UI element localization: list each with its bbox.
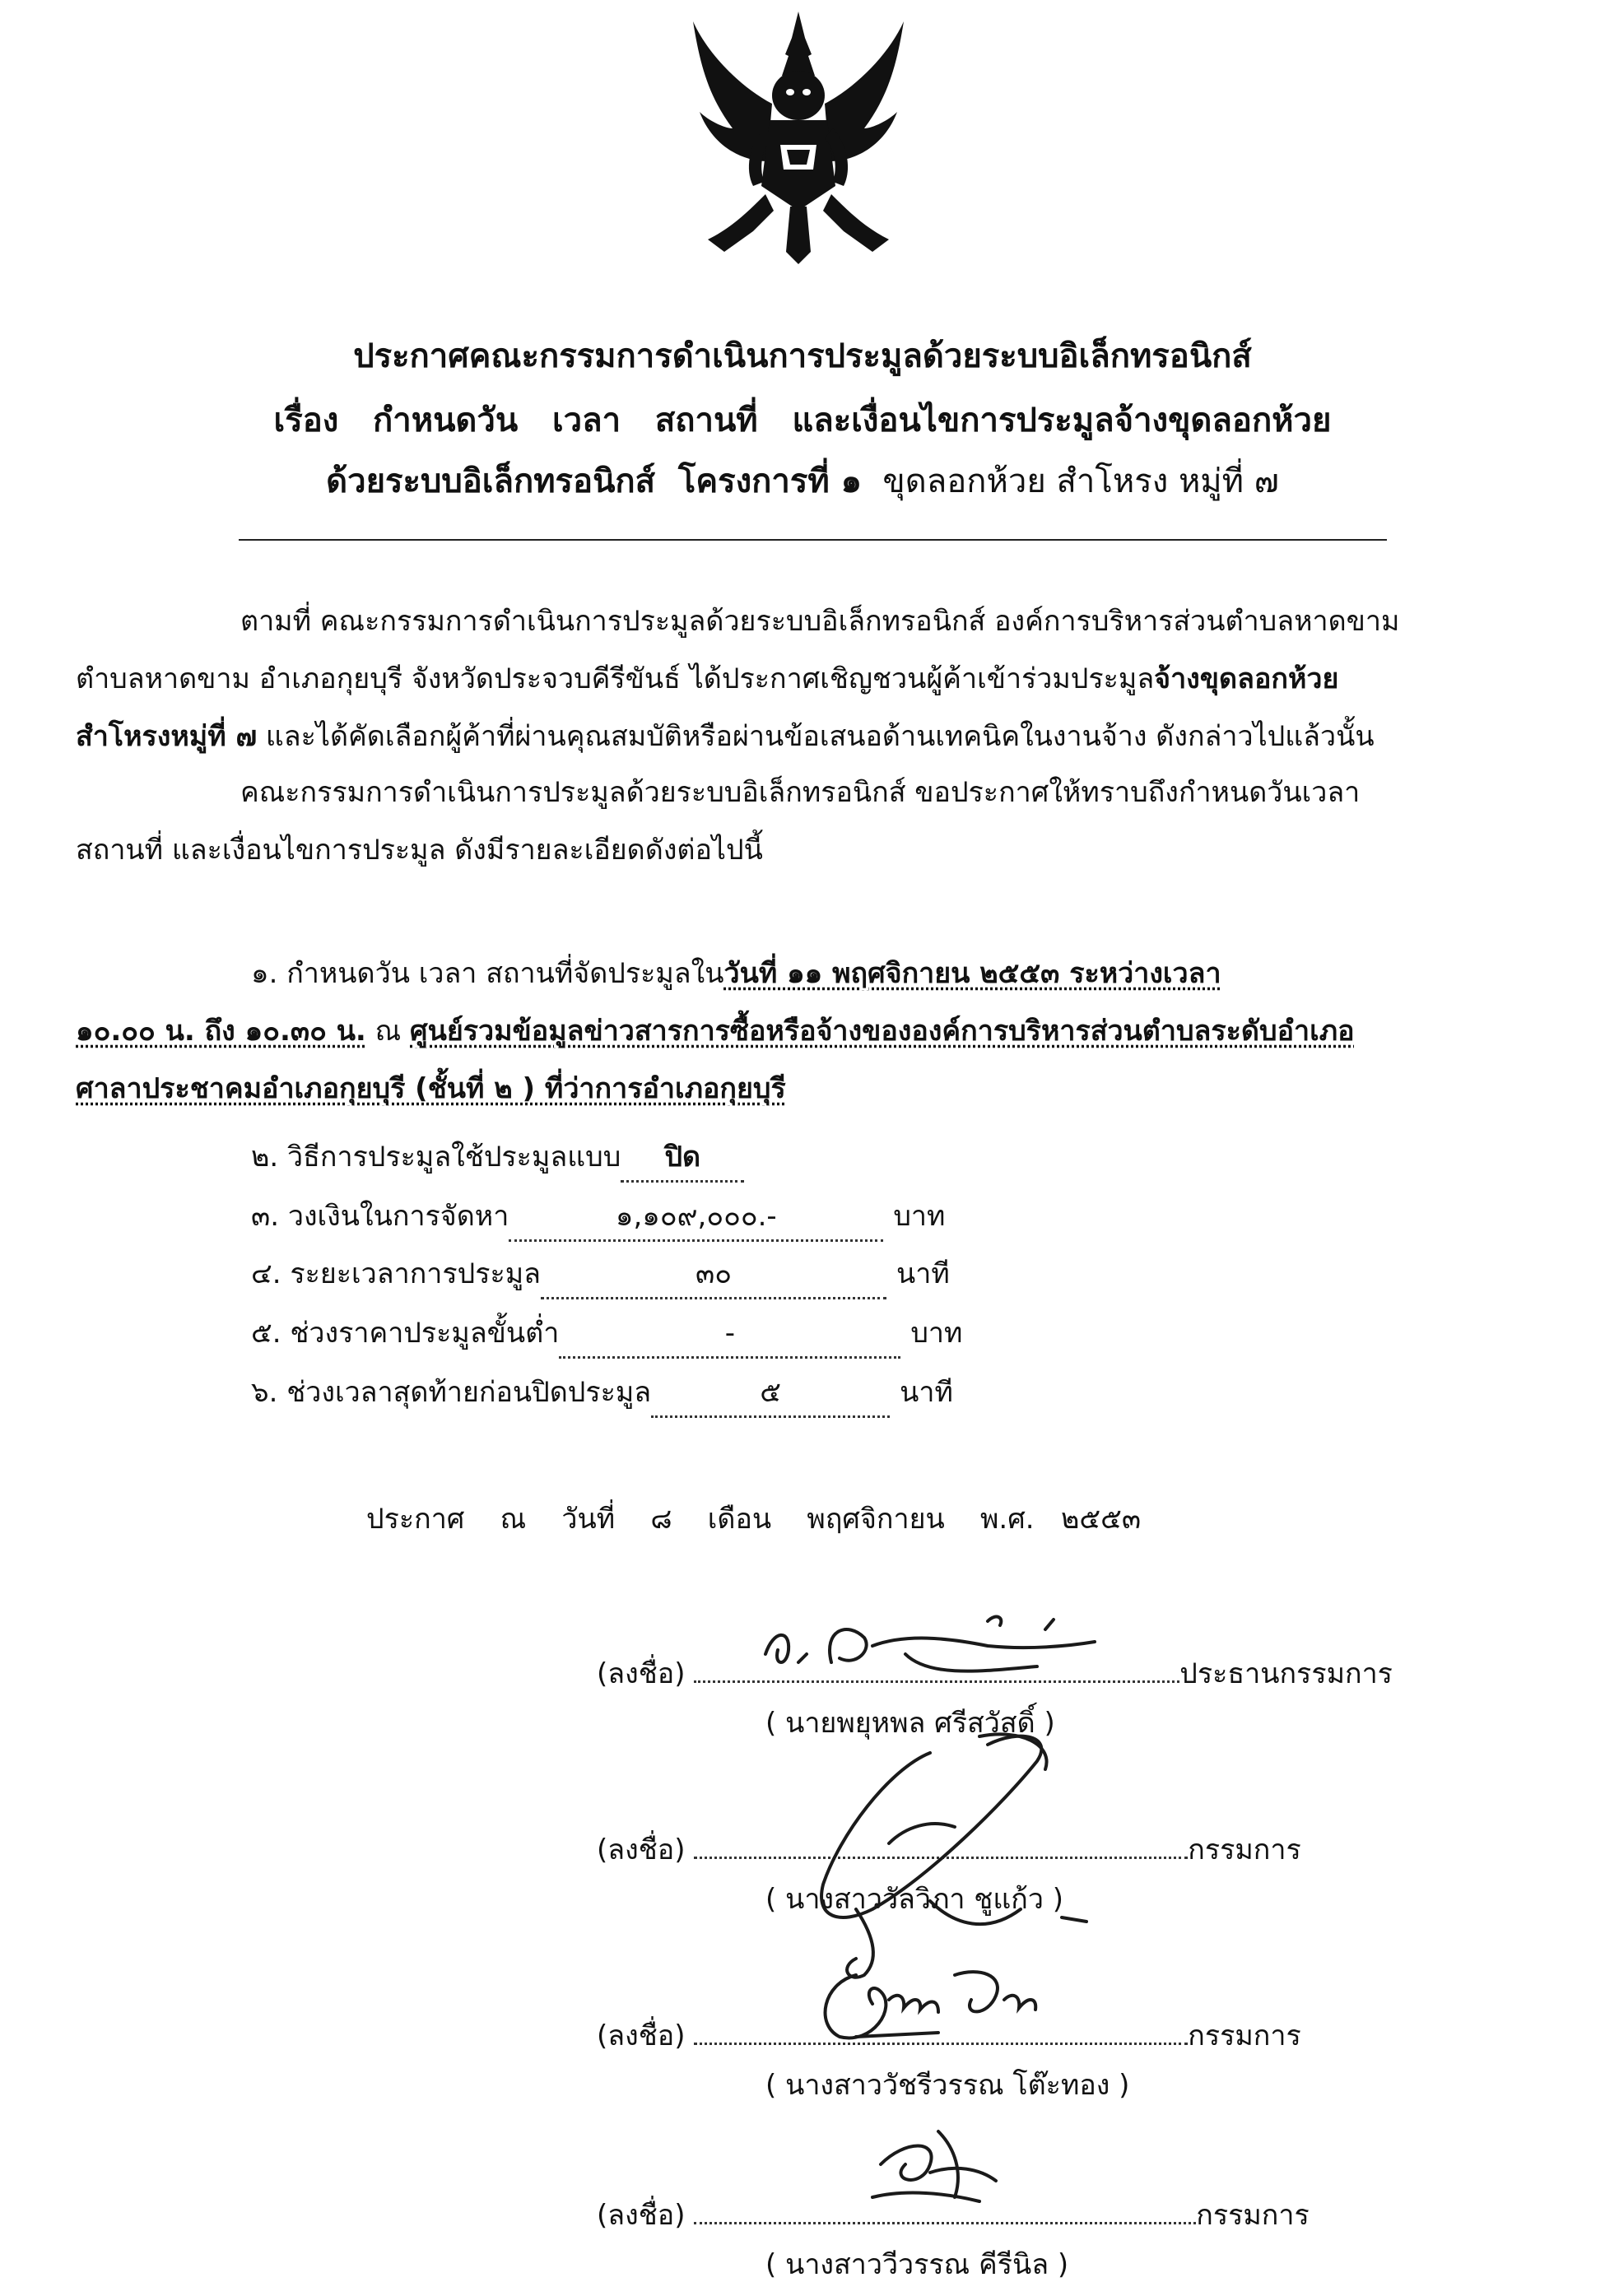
field-duration-value: ๓๐ xyxy=(541,1251,886,1299)
auction-venue: ศูนย์รวมข้อมูลข่าวสารการซื้อหรือจ้างขององค์การบริหารส่วนตำบลระดับอำเภอ xyxy=(410,1015,1355,1048)
garuda-emblem xyxy=(675,5,922,277)
paragraph-intro-line-2 xyxy=(76,650,1605,708)
signature-role: กรรมการ xyxy=(1188,2019,1301,2052)
signer-name-member-2: ( นางสาววัชรีวรรณ โต๊ะทอง ) xyxy=(765,2069,1130,2102)
paragraph-intro-line-3 xyxy=(76,708,1605,765)
project-name-part-2: สำโหรงหมู่ที่ ๗ xyxy=(76,720,258,753)
paragraph-announce-line-1: คณะกรรมการดำเนินการประมูลด้วยระบบอิเล็กทรอนิกส์ ขอประกาศให้ทราบถึงกำหนดวันเวลา xyxy=(240,776,1361,809)
handwritten-signature-member-2 xyxy=(807,1959,1103,2049)
field-final-period-value: ๕ xyxy=(651,1369,890,1418)
field-min-range xyxy=(251,1310,962,1356)
field-budget-label: ๓. วงเงินในการจัดหา xyxy=(251,1200,509,1233)
auction-location: ศาลาประชาคมอำเภอกุยบุรี (ชั้นที่ ๒ ) ที่ว่าการอำเภอกุยบุรี xyxy=(76,1072,786,1105)
title-line-1: ประกาศคณะกรรมการดำเนินการประมูลด้วยระบบอิเล็กทรอนิกส์ xyxy=(353,337,1252,375)
field-duration-label: ๔. ระยะเวลาการประมูล xyxy=(251,1257,541,1290)
field-duration xyxy=(251,1251,950,1297)
signature-role: กรรมการ xyxy=(1196,2199,1310,2232)
field-final-period-unit: นาที xyxy=(900,1376,953,1409)
title-line-3-bold: ด้วยระบบอิเล็กทรอนิกส์ โครงการที่ ๑ xyxy=(326,462,862,500)
item-schedule-line-2 xyxy=(76,1002,1355,1060)
paragraph-announce xyxy=(76,764,1605,879)
item-schedule-line-1 xyxy=(76,945,1355,1002)
field-budget xyxy=(251,1193,945,1239)
auction-time: ๑๐.๐๐ น. ถึง ๑๐.๓๐ น. xyxy=(76,1015,366,1048)
signature-role: ประธานกรรมการ xyxy=(1179,1657,1393,1690)
signer-name-chair: ( นายพยุหพล ศรีสวัสดิ์ ) xyxy=(765,1707,1055,1740)
item-schedule-at: ณ xyxy=(365,1015,411,1048)
field-final-period-label: ๖. ช่วงเวลาสุดท้ายก่อนปิดประมูล xyxy=(251,1376,652,1409)
item-schedule-prefix: ๑. กำหนดวัน เวลา สถานที่จัดประมูลใน xyxy=(251,957,724,990)
signer-name-member-3: ( นางสาววีวรรณ คีรีนิล ) xyxy=(765,2248,1069,2281)
field-budget-value: ๑,๑๐๙,๐๐๐.- xyxy=(509,1193,883,1242)
paragraph-intro-line-1: ตามที่ คณะกรรมการดำเนินการประมูลด้วยระบบอิเล็กทรอนิกส์ องค์การบริหารส่วนตำบลหาดขาม xyxy=(240,605,1400,638)
title-line-3 xyxy=(0,454,1605,507)
handwritten-signature-member-3 xyxy=(856,2123,1021,2214)
title-line-2: เรื่อง กำหนดวัน เวลา สถานที่ และเงื่อนไขการประมูลจ้างขุดลอกห้วย xyxy=(273,402,1332,439)
field-min-range-unit: บาท xyxy=(910,1317,963,1350)
field-min-range-value: - xyxy=(559,1310,900,1359)
paragraph-intro xyxy=(76,593,1605,765)
signature-prefix: (ลงชื่อ) xyxy=(597,2019,686,2052)
auction-date: วันที่ ๑๑ พฤศจิกายน ๒๕๕๓ ระหว่างเวลา xyxy=(723,957,1221,990)
paragraph-announce-line-2: สถานที่ และเงื่อนไขการประมูล ดังมีรายละเอียดดังต่อไปนี้ xyxy=(76,834,763,867)
handwritten-signature-member-1 xyxy=(790,1720,1136,1992)
field-method xyxy=(251,1134,744,1180)
signature-role: กรรมการ xyxy=(1188,1834,1301,1866)
title-line-3-normal: ขุดลอกห้วย สำโหรง หมู่ที่ ๗ xyxy=(862,462,1279,500)
field-method-label: ๒. วิธีการประมูลใช้ประมูลแบบ xyxy=(251,1141,621,1174)
field-min-range-label: ๕. ช่วงราคาประมูลขั้นต่ำ xyxy=(251,1317,560,1350)
field-final-period xyxy=(251,1369,953,1415)
paragraph-intro-line-2-text: ตำบลหาดขาม อำเภอกุยบุรี จังหวัดประจวบคีรีขันธ์ ได้ประกาศเชิญชวนผู้ค้าเข้าร่วมประมูล xyxy=(76,662,1155,695)
signature-prefix: (ลงชื่อ) xyxy=(597,1657,686,1690)
announcement-date: ประกาศ ณ วันที่ ๘ เดือน พฤศจิกายน พ.ศ. ๒๕๕๓ xyxy=(366,1503,1142,1536)
signer-name-member-1: ( นางสาววัลวิภา ชูแก้ว ) xyxy=(765,1883,1064,1916)
signature-prefix: (ลงชื่อ) xyxy=(597,2199,686,2232)
title-divider xyxy=(239,539,1387,541)
field-duration-unit: นาที xyxy=(896,1257,950,1290)
paragraph-intro-line-3-text: และได้คัดเลือกผู้ค้าที่ผ่านคุณสมบัติหรือผ่านข้อเสนอด้านเทคนิคในงานจ้าง ดังกล่าวไปแล้วนั้น xyxy=(257,720,1375,753)
handwritten-signature-chair xyxy=(741,1588,1202,1695)
item-schedule-line-3 xyxy=(76,1060,1355,1118)
project-name-part-1: จ้างขุดลอกห้วย xyxy=(1154,662,1339,695)
field-method-value: ปิด xyxy=(621,1134,744,1183)
field-budget-unit: บาท xyxy=(893,1200,946,1233)
item-schedule xyxy=(76,945,1355,1118)
signature-prefix: (ลงชื่อ) xyxy=(597,1834,686,1866)
